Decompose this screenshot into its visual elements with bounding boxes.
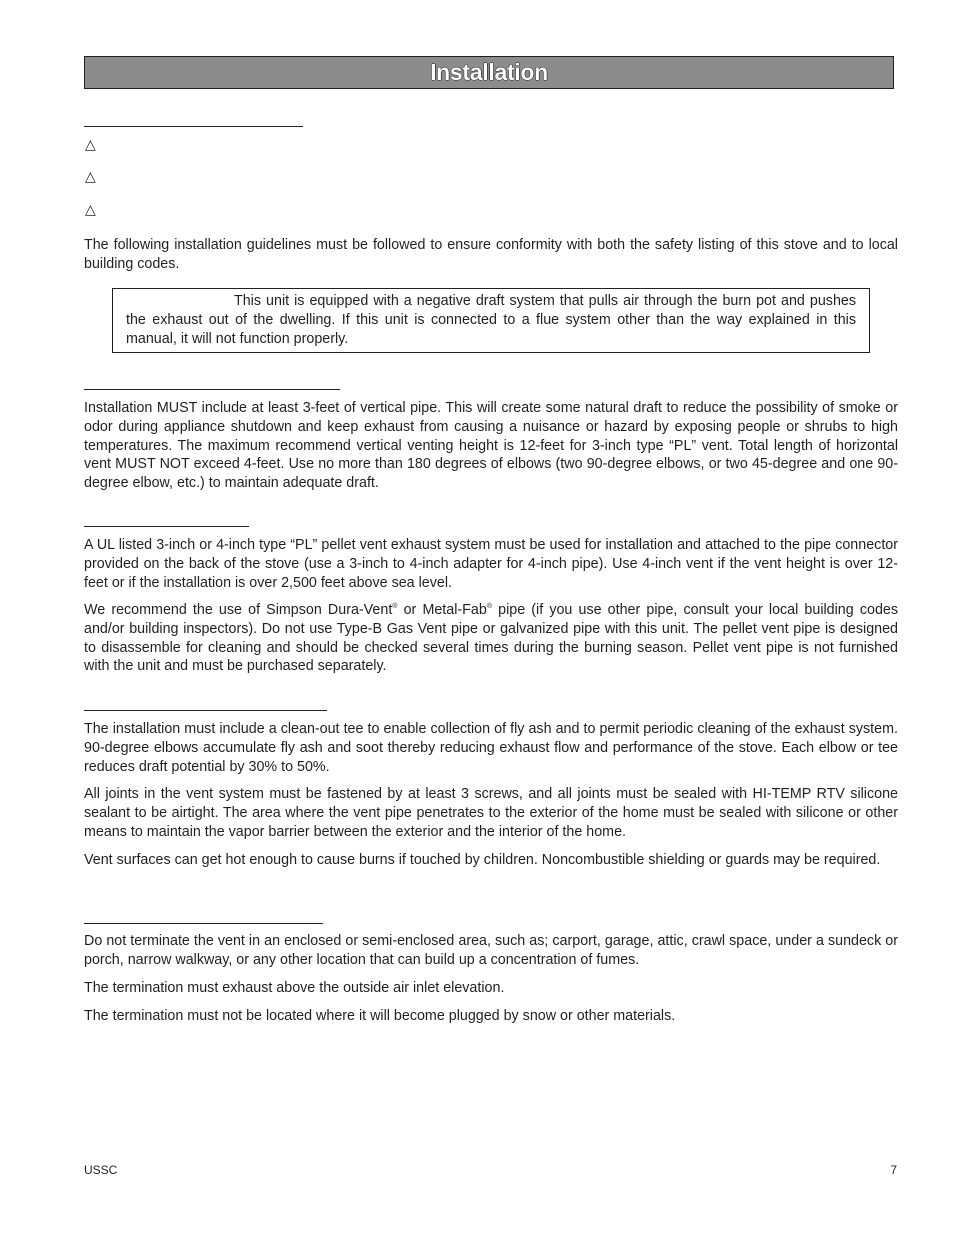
page-title: Installation	[430, 59, 548, 85]
pipe-paragraph-2	[84, 601, 898, 676]
note-box	[112, 288, 870, 353]
pipe-paragraph-2-part-a: We recommend the use of Simpson Dura-Vent	[84, 602, 393, 618]
cleanout-paragraph: The installation must include a clean-out tee to enable collection of fly ash and to permit periodic cleaning of the exhaust system. 90-degree elbows accumulate fly ash and soot thereby reducing exhaust flow and performance of the stove. Each elbow or tee reduces draft potential by 30% to 50%.	[84, 721, 898, 775]
pipe-paragraph-2-part-c: pipe (if you use other pipe, consult your local building codes and/or building inspectors). Do not use Type-B Gas Vent pipe or galvanized pipe with this unit. The pellet vent pipe is designed to disassemble for cleaning and should be checked several times during the burning season. Pellet vent pipe is not furnished with the unit and must be purchased separately.	[84, 602, 898, 675]
heading-rule-termination	[84, 923, 323, 924]
heading-rule-pipe	[84, 526, 249, 527]
warning-triangle-icon: △	[85, 169, 96, 185]
warning-triangle-icon: △	[85, 137, 96, 153]
termination-paragraph-1: Do not terminate the vent in an enclosed or semi-enclosed area, such as; carport, garage, attic, crawl space, under a sundeck or porch, narrow walkway, or any other location that can build up a concentration of fumes.	[84, 933, 898, 968]
page-number: 7	[890, 1163, 897, 1177]
registered-mark: ®	[392, 603, 398, 611]
joints-paragraph: All joints in the vent system must be fastened by at least 3 screws, and all joints must be sealed with HI-TEMP RTV silicone sealant to be airtight. The area where the vent pipe penetrates to the exterior of the home must be sealed with silicone or other means to maintain the vapor barrier between the exterior and the interior of the home.	[84, 786, 898, 840]
registered-mark: ®	[486, 603, 492, 611]
termination-paragraph-3: The termination must not be located where it will become plugged by snow or other materials.	[84, 1008, 676, 1024]
section-banner	[84, 56, 894, 89]
pipe-paragraph-1: A UL listed 3-inch or 4-inch type “PL” pellet vent exhaust system must be used for installation and attached to the pipe connector provided on the back of the stove (use a 3-inch to 4-inch adapter for 4-inch pipe). Use 4-inch vent if the vent height is over 12-feet or if the installation is over 2,500 feet above sea level.	[84, 537, 898, 591]
heading-rule-warnings	[84, 126, 303, 127]
pipe-paragraph-2-part-b: or Metal-Fab	[397, 602, 487, 618]
vertical-pipe-paragraph: Installation MUST include at least 3-feet of vertical pipe. This will create some natural draft to reduce the possibility of smoke or odor during appliance shutdown and keep exhaust from causing a nuisance or hazard by exposing people or shrubs to high temperatures. The maximum recommend vertical venting height is 12-feet for 3-inch type “PL” vent. Total length of horizontal vent MUST NOT exceed 4-feet. Use no more than 180 degrees of elbows (two 90-degree elbows, or two 45-degree and one 90-degree elbow, etc.) to maintain adequate draft.	[84, 400, 898, 492]
note-text: This unit is equipped with a negative draft system that pulls air through the burn pot and pushes the exhaust out of the dwelling. If this unit is connected to a flue system other than the way explained in this manual, it will not function properly.	[126, 293, 856, 347]
footer-company: USSC	[84, 1163, 118, 1177]
warning-triangle-icon: △	[85, 202, 96, 218]
termination-paragraph-2: The termination must exhaust above the outside air inlet elevation.	[84, 980, 505, 996]
heading-rule-vertical	[84, 389, 340, 390]
heading-rule-cleanout	[84, 710, 327, 711]
vent-surfaces-paragraph: Vent surfaces can get hot enough to cause burns if touched by children. Noncombustible shielding or guards may be required.	[84, 852, 881, 868]
intro-paragraph: The following installation guidelines must be followed to ensure conformity with both the safety listing of this stove and to local building codes.	[84, 237, 898, 272]
